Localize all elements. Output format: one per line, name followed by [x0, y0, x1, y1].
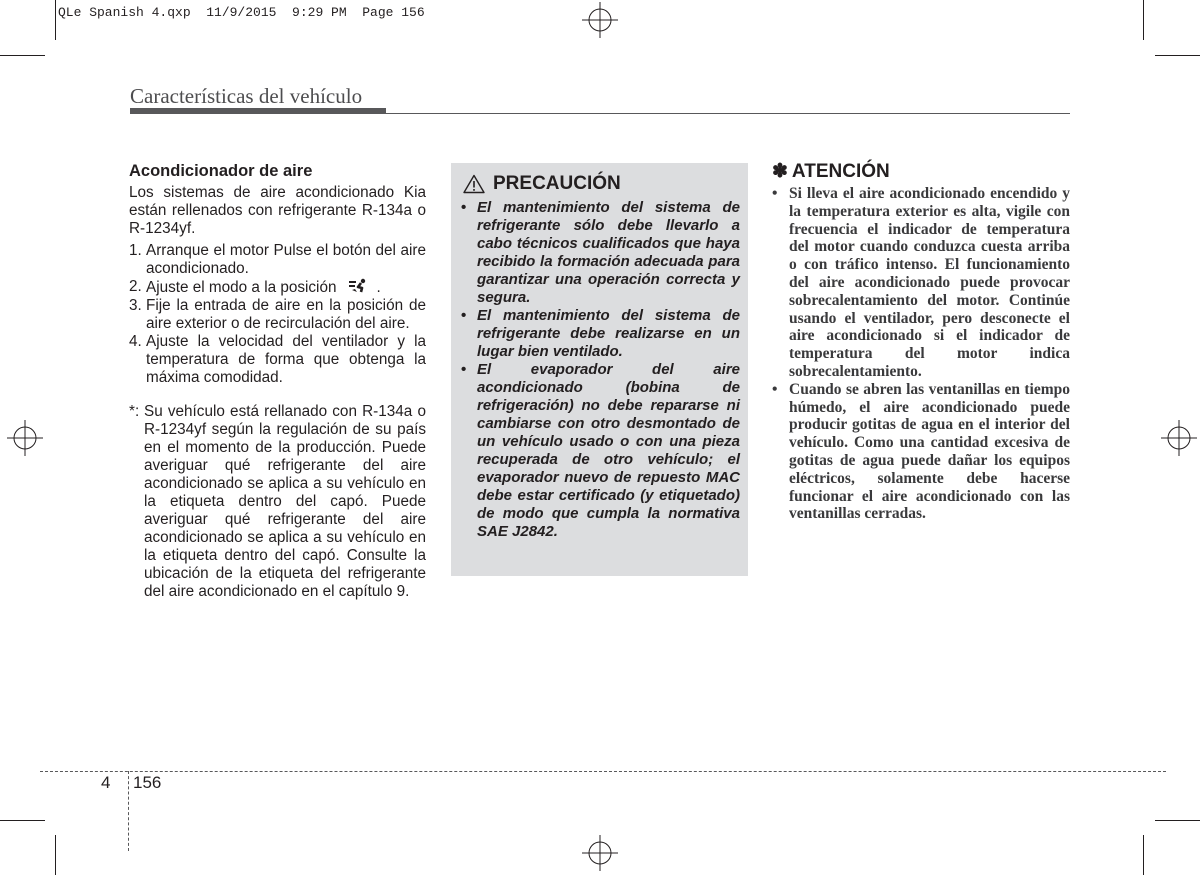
footer-dashed-divider	[128, 771, 129, 851]
crop-mark	[1143, 0, 1144, 40]
caution-item-text: El mantenimiento del sistema de refrigerante debe realizarse en un lugar bien ventilado.	[477, 307, 740, 360]
registration-mark-icon	[582, 835, 618, 871]
header-rule-thin	[386, 113, 1070, 114]
crop-mark	[1143, 835, 1144, 875]
ac-steps-list	[129, 242, 426, 387]
ac-step	[129, 333, 426, 387]
step-text-wrap	[146, 278, 426, 297]
attention-item	[772, 381, 1070, 523]
footer-dashed-rule	[40, 771, 1166, 772]
floor-vent-mode-icon	[348, 278, 370, 294]
bullet: •	[461, 361, 467, 378]
attention-item-text: Si lleva el aire acondicionado encendido y la temperatura exterior es alta, vigile con frecuencia el indicador de temperatura del motor cuando conduzca cuesta arriba o con tráfico intenso. El funcionamiento del aire acondicionado puede provocar sobrecalentamiento del motor. Continúe usando el ventilador, pero desconecte el aire acondicionado si el indicador de temperatura del motor indica sobrecalentamiento.	[789, 185, 1070, 380]
attention-item-text: Cuando se abren las ventanillas en tiempo húmedo, el aire acondicionado puede producir gotitas de agua en el interior del vehículo. Como una cantidad excesiva de gotitas de agua puede dañar los equipos eléctricos, solamente debe hacerse funcionar el aire acondicionado con las ventanillas cerradas.	[789, 380, 1070, 523]
crop-mark	[1155, 55, 1200, 56]
attention-column	[772, 160, 1070, 523]
ac-instructions-column	[129, 162, 426, 601]
caution-item-text: El mantenimiento del sistema de refrigerante sólo debe llevarlo a cabo técnicos cualificados que haya recibido la formación adecuada para garantizar una operación correcta y segura.	[477, 199, 740, 306]
step-number: 1.	[129, 242, 142, 259]
bullet: •	[461, 199, 467, 216]
step-text: Ajuste el modo a la posición	[146, 279, 337, 296]
caution-box	[451, 163, 748, 576]
caution-list	[461, 199, 740, 541]
section-title: Características del vehículo	[130, 84, 363, 108]
footnote-text: Su vehículo está rellanado con R-134a o R-1234yf según la regulación de su país en el momento de la producción. Puede averiguar qué refrigerante del aire acondicionado se aplica a su vehículo en la etiqueta dentro del capó. Puede averiguar qué refrigerante del aire acondicionado se aplica a su vehículo en la etiqueta dentro del capó. Consulte la ubicación de la etiqueta del refrigerante del aire acondicionado en el capítulo 9.	[144, 403, 426, 600]
attention-item	[772, 185, 1070, 381]
step-text: Arranque el motor Pulse el botón del aire acondicionado.	[146, 242, 426, 277]
attention-title: ATENCIÓN	[791, 160, 890, 182]
bullet: •	[772, 380, 778, 398]
footnote-mark: *:	[129, 403, 140, 420]
step-number: 4.	[129, 333, 142, 350]
refrigerant-footnote	[129, 403, 426, 601]
step-text: Ajuste la velocidad del ventilador y la temperatura de forma que obtenga la máxima comodidad.	[146, 333, 426, 386]
crop-mark	[0, 55, 45, 56]
crop-mark	[0, 820, 45, 821]
header-rule-thick	[130, 108, 386, 114]
caution-item-text: El evaporador del aire acondicionado (bobina de refrigeración) no debe repararse ni cambiarse con otro desmontado de un vehículo usado o con una pieza recuperada de otro vehículo; el evaporador nuevo de repuesto MAC debe estar certificado (y etiquetado) de modo que cumpla la normativa SAE J2842.	[477, 361, 740, 540]
registration-mark-icon	[7, 420, 43, 456]
attention-heading	[772, 160, 1070, 183]
caution-item	[461, 307, 740, 361]
step-number: 3.	[129, 297, 142, 314]
ac-step	[129, 278, 426, 297]
bullet: •	[772, 185, 778, 202]
ac-step	[129, 242, 426, 278]
chapter-number: 4	[101, 773, 111, 792]
crop-mark	[1155, 820, 1200, 821]
ac-intro: Los sistemas de aire acondicionado Kia están rellenados con refrigerante R-134a o R-1234yf.	[129, 184, 426, 237]
registration-mark-icon	[1161, 420, 1197, 456]
caution-heading	[463, 173, 740, 195]
caution-item	[461, 361, 740, 541]
crop-mark	[55, 835, 56, 875]
attention-star-icon: ✽	[772, 161, 788, 182]
page-number: 156	[133, 773, 162, 792]
bullet: •	[461, 307, 467, 324]
crop-mark	[55, 0, 56, 40]
ac-heading: Acondicionador de aire	[129, 162, 313, 180]
warning-triangle-icon	[463, 174, 485, 194]
registration-mark-icon	[582, 2, 618, 38]
print-slug: QLe Spanish 4.qxp 11/9/2015 9:29 PM Page 156	[58, 5, 425, 20]
caution-item	[461, 199, 740, 307]
ac-step	[129, 297, 426, 333]
step-suffix: .	[376, 279, 381, 296]
attention-list	[772, 185, 1070, 523]
step-text: Fije la entrada de aire en la posición de aire exterior o de recirculación del aire.	[146, 297, 426, 332]
step-number: 2.	[129, 278, 142, 295]
caution-title: PRECAUCIÓN	[493, 173, 621, 194]
